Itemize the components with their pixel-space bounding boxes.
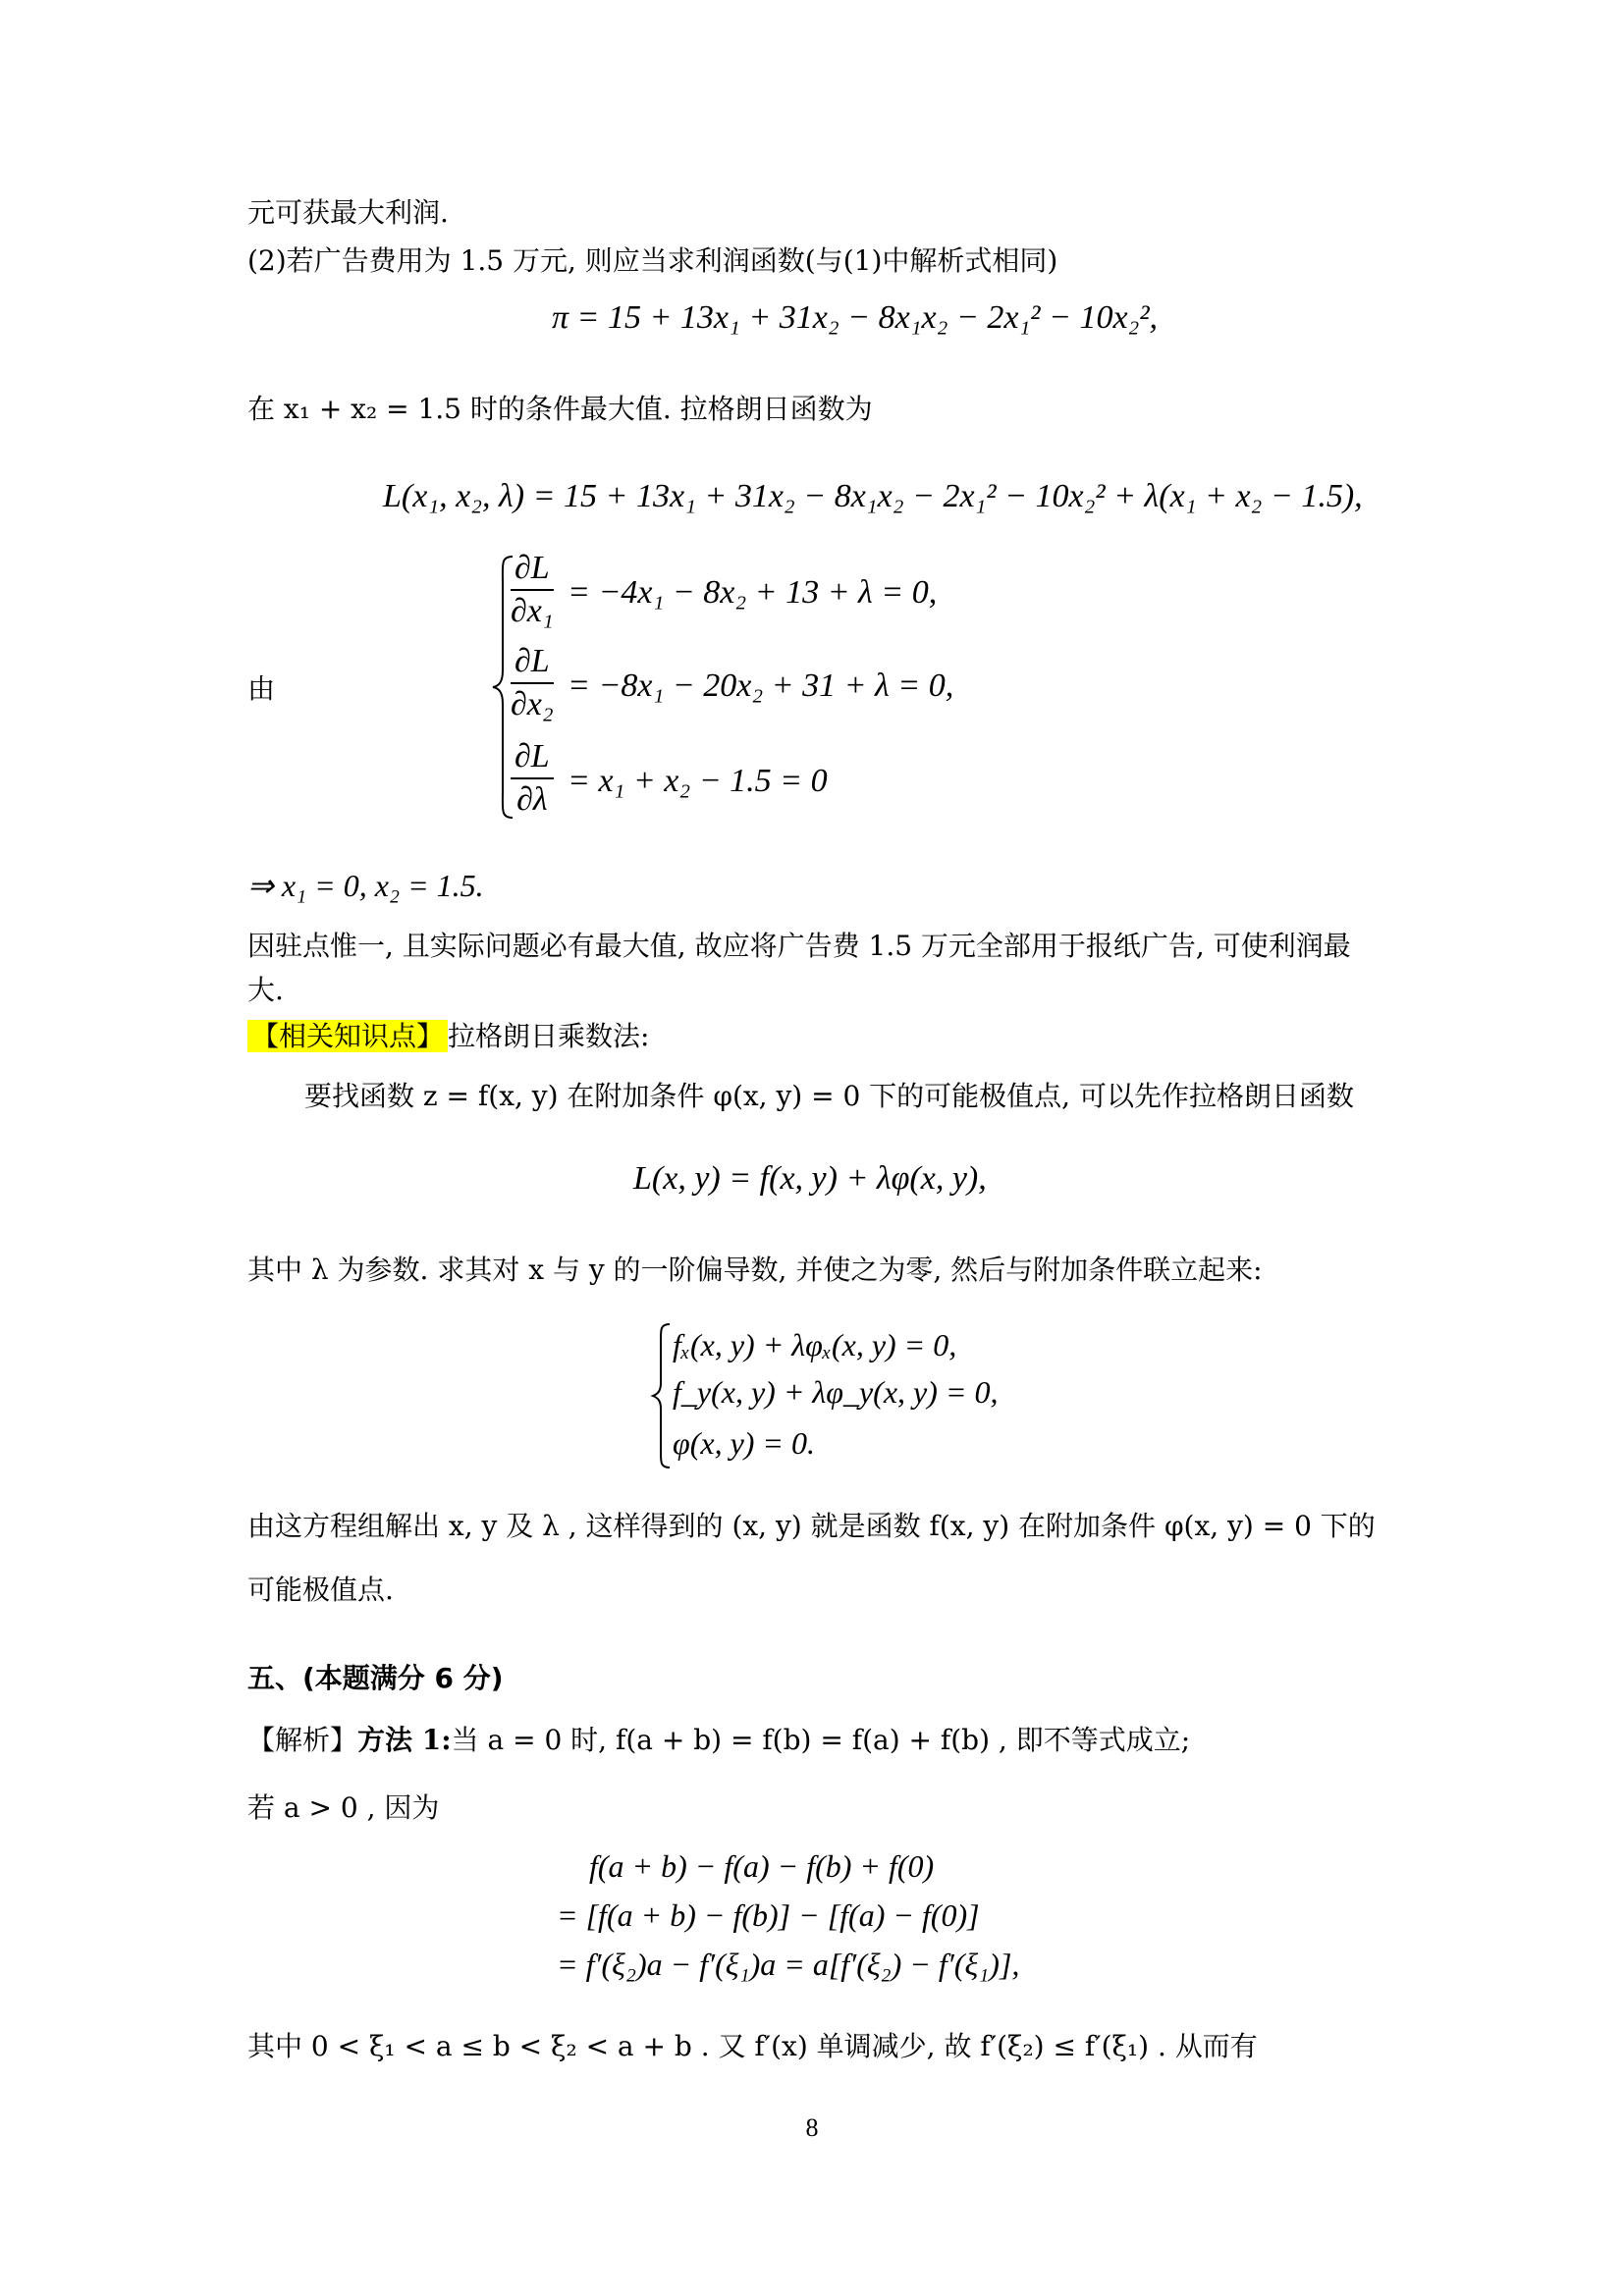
paragraph-solve: 由这方程组解出 x, y 及 λ , 这样得到的 (x, y) 就是函数 f(x, y) 在附加条件 φ(x, y) = 0 下的 bbox=[247, 1510, 1376, 1542]
equation-lagrange: L(x₁, x₂, λ) = 15 + 13x₁ + 31x₂ − 8x₁x₂ − 2x₁² − 10x₂² + λ(x₁ + x₂ − 1.5), bbox=[383, 478, 1363, 514]
equation-profit: π = 15 + 13x₁ + 31x₂ − 8x₁x₂ − 2x₁² − 10x₂², bbox=[552, 299, 1159, 336]
equation-mvt-1: f(a + b) − f(a) − f(b) + f(0) bbox=[589, 1848, 935, 1884]
partial-fraction-2: $\frac{\partial L}{\text{∂x₂}}$ bbox=[511, 643, 554, 722]
paragraph-condition: 在 x₁ + x₂ = 1.5 时的条件最大值. 拉格朗日函数为 bbox=[247, 393, 873, 425]
system2-row-1: fₓ(x, y) + λφₓ(x, y) = 0, bbox=[673, 1327, 957, 1362]
partial-fraction-1: $\frac{\partial L}{\text{∂x₁}}$ bbox=[511, 550, 554, 629]
label-you: 由 bbox=[247, 672, 276, 705]
system2-row-2: f_y(x, y) + λφ_y(x, y) = 0, bbox=[673, 1374, 999, 1410]
system2-row-3: φ(x, y) = 0. bbox=[673, 1425, 816, 1461]
equation-L-xy: L(x, y) = f(x, y) + λφ(x, y), bbox=[633, 1160, 987, 1197]
analysis-line bbox=[247, 1724, 1190, 1757]
paragraph-part2-intro: (2)若广告费用为 1.5 万元, 则应当求利润函数(与(1)中解析式相同) bbox=[247, 244, 1058, 277]
analysis-text: 当 a = 0 时, f(a + b) = f(b) = f(a) + f(b) , 即不等式成立; bbox=[451, 1724, 1191, 1756]
paragraph-stationary-point-cont: 大. bbox=[247, 974, 284, 1006]
result-line: ⇒ x₁ = 0, x₂ = 1.5. bbox=[247, 868, 484, 903]
equation-mvt-2: = [f(a + b) − f(b)] − [f(a) − f(0)] bbox=[557, 1897, 980, 1933]
partial-fraction-3: $\frac{\partial L}{\partial\lambda}$ bbox=[511, 738, 554, 819]
analysis-tag: 【解析】 bbox=[247, 1724, 358, 1756]
paragraph-solve-cont: 可能极值点. bbox=[247, 1574, 394, 1606]
paragraph-conclusion: 元可获最大利润. bbox=[247, 196, 449, 229]
method-label: 方法 1: bbox=[357, 1724, 452, 1756]
paragraph-lagrange-method: 要找函数 z = f(x, y) 在附加条件 φ(x, y) = 0 下的可能极值点, 可以先作拉格朗日函数 bbox=[304, 1080, 1354, 1112]
system2-brace bbox=[650, 1322, 674, 1469]
paragraph-case-a-positive: 若 a > 0 , 因为 bbox=[247, 1791, 440, 1824]
knowledge-point-tag: 【相关知识点】 bbox=[247, 1020, 448, 1052]
knowledge-point-title: 拉格朗日乘数法: bbox=[448, 1020, 650, 1052]
system-row-1: = −4x₁ − 8x₂ + 13 + λ = 0, bbox=[568, 574, 938, 611]
knowledge-point-line bbox=[247, 1020, 649, 1053]
paragraph-stationary-point: 因驻点惟一, 且实际问题必有最大值, 故应将广告费 1.5 万元全部用于报纸广告, 可使利润最 bbox=[247, 930, 1351, 962]
page-number: 8 bbox=[805, 2113, 819, 2142]
section-heading: 五、(本题满分 6 分) bbox=[247, 1662, 504, 1694]
paragraph-parameter: 其中 λ 为参数. 求其对 x 与 y 的一阶偏导数, 并使之为零, 然后与附加条件联立起来: bbox=[247, 1254, 1263, 1286]
paragraph-monotone: 其中 0 < ξ₁ < a ≤ b < ξ₂ < a + b . 又 f′(x) 单调减少, 故 f′(ξ₂) ≤ f′(ξ₁) . 从而有 bbox=[247, 2030, 1258, 2062]
system-row-3: = x₁ + x₂ − 1.5 = 0 bbox=[568, 763, 828, 799]
equation-mvt-3: = f′(ξ₂)a − f′(ξ₁)a = a[f′(ξ₂) − f′(ξ₁)], bbox=[557, 1947, 1020, 1982]
system-row-2: = −8x₁ − 20x₂ + 31 + λ = 0, bbox=[568, 667, 954, 704]
